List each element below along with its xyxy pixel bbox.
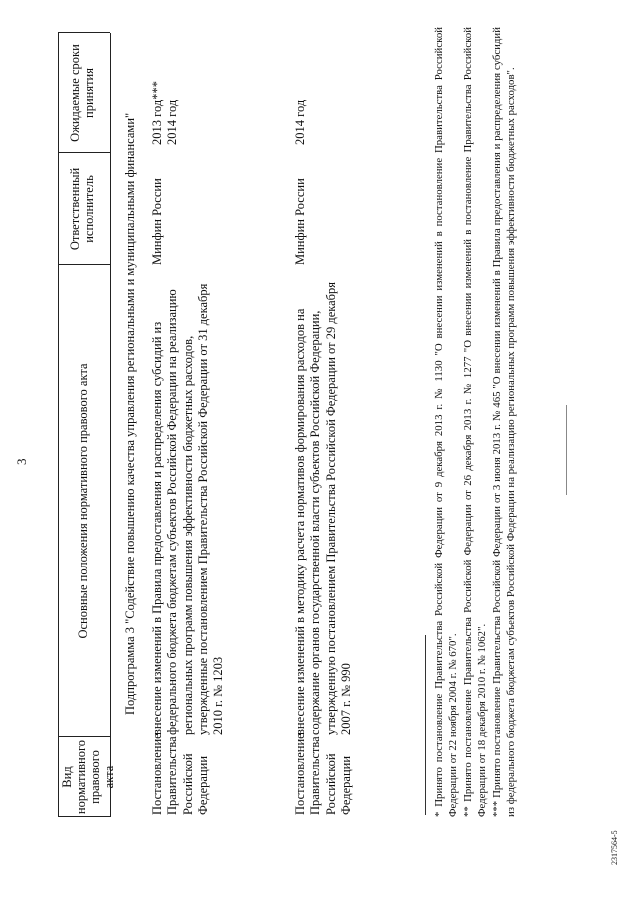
row-2-date-1: 2014 год	[293, 99, 307, 145]
table-left-border	[58, 816, 110, 817]
closing-rule	[566, 405, 567, 495]
row-2-act-type: Постановление Правительства Российской Федерации	[293, 733, 353, 815]
table-right-border	[58, 32, 110, 33]
footnote-separator	[425, 635, 426, 815]
row-2-executor: Минфин России	[293, 178, 307, 265]
column-divider-1	[58, 736, 110, 737]
footnote-2: ** Принято постановление Правительства Российской Федерации от 26 декабря 2013 г. № 1277 "О внесении изменений в постановление Правительства Российской Федерации от 18 декабря 2010 г. № 1062".	[461, 27, 489, 817]
footnote-1: * Принято постановление Правительства Российской Федерации от 9 декабря 2013 г. № 1130 "О внесении изменений в постановление Правительства Российской Федерации от 22 ноября 2004 г. № 670".	[433, 27, 460, 817]
row-1-date-2: 2014 год	[165, 99, 179, 145]
document-code: 2317564-5	[610, 830, 619, 865]
row-1-content: внесение изменений в Правила предоставления и распределения субсидий из федерального бюджета бюджетам субъектов Российской Федерации на реализацию региональных программ повышения эффективности бюджетных расходов, утвержденные постановлением Правительства Российской Федерации от 31 декабря 2010 г. № 1203	[150, 283, 226, 735]
header-main-provisions: Основные положения нормативного правового акта	[76, 363, 90, 639]
row-1-executor: Минфин России	[150, 178, 164, 265]
page-number: 3	[14, 458, 29, 465]
subprogram-title: Подпрограмма 3 "Содействие повышению качества управления региональными и муниципальными финансами"	[123, 112, 137, 715]
footnotes	[432, 27, 518, 817]
header-deadlines: Ожидаемые сроки принятия	[68, 44, 96, 142]
column-divider-2	[58, 264, 110, 265]
header-bottom-border	[110, 33, 111, 817]
column-divider-3	[58, 152, 110, 153]
row-1-date-1: 2013 год***	[150, 81, 164, 145]
footnote-3: *** Принято постановление Правительства Российской Федерации от 3 июня 2013 г. № 465 "О внесении изменений в Правила предоставления и распределения субсидий из федерального бюджета бюджетам субъектов Российской Федерации на реализацию региональных программ повышения эффективности бюджетных расходов".	[490, 27, 518, 817]
header-act-type: Вид нормативного правового акта	[60, 739, 116, 815]
row-1-act-type: Постановление Правительства Российской Федерации	[150, 733, 210, 815]
row-2-content: внесение изменений в методику расчета нормативов формирования расходов на содержание органов государственной власти субъектов Российской Федерации, утвержденную постановлением Правительства Российской Федерации от 29 декабря 2007 г. № 990	[293, 281, 353, 735]
header-executor: Ответственный исполнитель	[68, 167, 96, 251]
table-grid	[58, 33, 410, 817]
table-top-border	[58, 33, 59, 817]
